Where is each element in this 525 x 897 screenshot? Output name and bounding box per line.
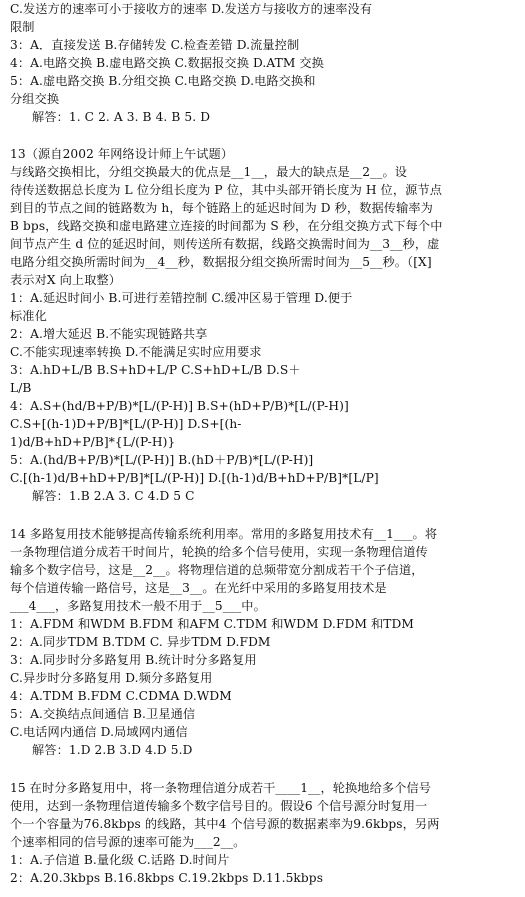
text-line: 每个信道传输一路信号，这是__3__。在光纤中采用的多路复用技术是 (10, 581, 387, 595)
text-line: 一条物理信道分成若干时间片，轮换的给多个信号使用，实现一条物理信道传 (10, 545, 428, 559)
text-line: 待传送数据总长度为 L 位分组长度为 P 位，其中头部开销长度为 H 位，源节点 (10, 183, 442, 197)
question-heading: 14 多路复用技术能够提高传输系统利用率。常用的多路复用技术有__1___。将 (10, 527, 438, 541)
text-line: B bps，线路交换和虚电路建立连接的时间都为 S 秒，在分组交换方式下每个中 (10, 219, 443, 233)
option-line: 4：A.S+(hd/B+P/B)*[L/(P-H)] B.S+(hD+P/B)*[L/(P-H)] (10, 399, 349, 413)
text-line: 电路分组交换所需时间为__4__秒，数据报分组交换所需时间为__5__秒。（[X] (10, 255, 432, 269)
text-line: 表示对X 向上取整） (10, 273, 122, 287)
text-line: 使用，达到一条物理信道传输多个数字信号目的。假设6 个信号源分时复用一 (10, 799, 428, 813)
text-line: 间节点产生 d 位的延迟时间，则传送所有数据，线路交换需时间为__3__秒，虚 (10, 237, 440, 251)
option-line: 1：A.延迟时间小 B.可进行差错控制 C.缓冲区易于管理 D.便于 (10, 291, 353, 305)
answer-line: 解答：1.D 2.B 3.D 4.D 5.D (32, 743, 193, 757)
option-line: 4：A.TDM B.FDM C.CDMA D.WDM (10, 689, 232, 703)
text-line: 与线路交换相比，分组交换最大的优点是__1__，最大的缺点是__2__。设 (10, 165, 408, 179)
option-line: 1)d/B+hD+P/B]*{L/(P-H)} (10, 435, 176, 449)
option-line: C.异步时分多路复用 D.频分多路复用 (10, 671, 213, 685)
option-line: 2：A.增大延迟 B.不能实现链路共享 (10, 327, 208, 341)
option-line: C.[(h-1)d/B+hD+P/B]*[L/(P-H)] D.[(h-1)d/B+hD+P/B]*[L/P] (10, 471, 379, 485)
option-line: 3：A.同步时分多路复用 B.统计时分多路复用 (10, 653, 257, 667)
option-line: 2：A.20.3kbps B.16.8kbps C.19.2kbps D.11.5kbps (10, 871, 324, 885)
text-line: ___4___，多路复用技术一般不用于__5___中。 (10, 599, 266, 613)
text-line: 4：A.电路交换 B.虚电路交换 C.数据报交换 D.ATM 交换 (10, 56, 324, 70)
option-line: L/B (10, 381, 32, 395)
question-heading: 15 在时分多路复用中，将一条物理信道分成若干____1__，轮换地给多个信号 (10, 781, 432, 795)
text-line: C.发送方的速率可小于接收方的速率 D.发送方与接收方的速率没有 (10, 2, 373, 16)
option-line: 标准化 (10, 309, 47, 323)
text-line: 分组交换 (10, 92, 60, 106)
text-line: 5：A.虚电路交换 B.分组交换 C.电路交换 D.电路交换和 (10, 74, 316, 88)
option-line: 1：A.子信道 B.量化级 C.话路 D.时间片 (10, 853, 230, 867)
option-line: C.S+[(h-1)D+P/B]*[L/(P-H)] D.S+[(h- (10, 417, 242, 431)
option-line: 2：A.同步TDM B.TDM C. 异步TDM D.FDM (10, 635, 271, 649)
text-line: 输多个数字信号，这是__2__。将物理信道的总频带宽分割成若干个子信道， (10, 563, 424, 577)
answer-line: 解答：1. C 2. A 3. B 4. B 5. D (32, 110, 211, 124)
option-line: 5：A.(hd/B+P/B)*[L/(P-H)] B.(hD＋P/B)*[L/(P-H)] (10, 453, 314, 467)
text-line: 个一个容量为76.8kbps 的线路，其中4 个信号源的数据素率为9.6kbps，另两 (10, 817, 440, 831)
option-line: 1：A.FDM 和WDM B.FDM 和AFM C.TDM 和WDM D.FDM 和TDM (10, 617, 414, 631)
answer-line: 解答：1.B 2.A 3. C 4.D 5 C (32, 489, 195, 503)
option-line: C.不能实现速率转换 D.不能满足实时应用要求 (10, 345, 262, 359)
option-line: 3：A.hD+L/B B.S+hD+L/P C.S+hD+L/B D.S＋ (10, 363, 301, 377)
option-line: 5：A.交换结点间通信 B.卫星通信 (10, 707, 196, 721)
text-line: 个速率相同的信号源的速率可能为___2__。 (10, 835, 246, 849)
text-line: 3：A．直接发送 B.存储转发 C.检查差错 D.流量控制 (10, 38, 300, 52)
option-line: C.电话网内通信 D.局域网内通信 (10, 725, 188, 739)
text-line: 限制 (10, 20, 35, 34)
text-line: 到目的节点之间的链路数为 h，每个链路上的延迟时间为 D 秒，数据传输率为 (10, 201, 433, 215)
question-heading: 13（源自2002 年网络设计师上午试题） (10, 147, 234, 161)
